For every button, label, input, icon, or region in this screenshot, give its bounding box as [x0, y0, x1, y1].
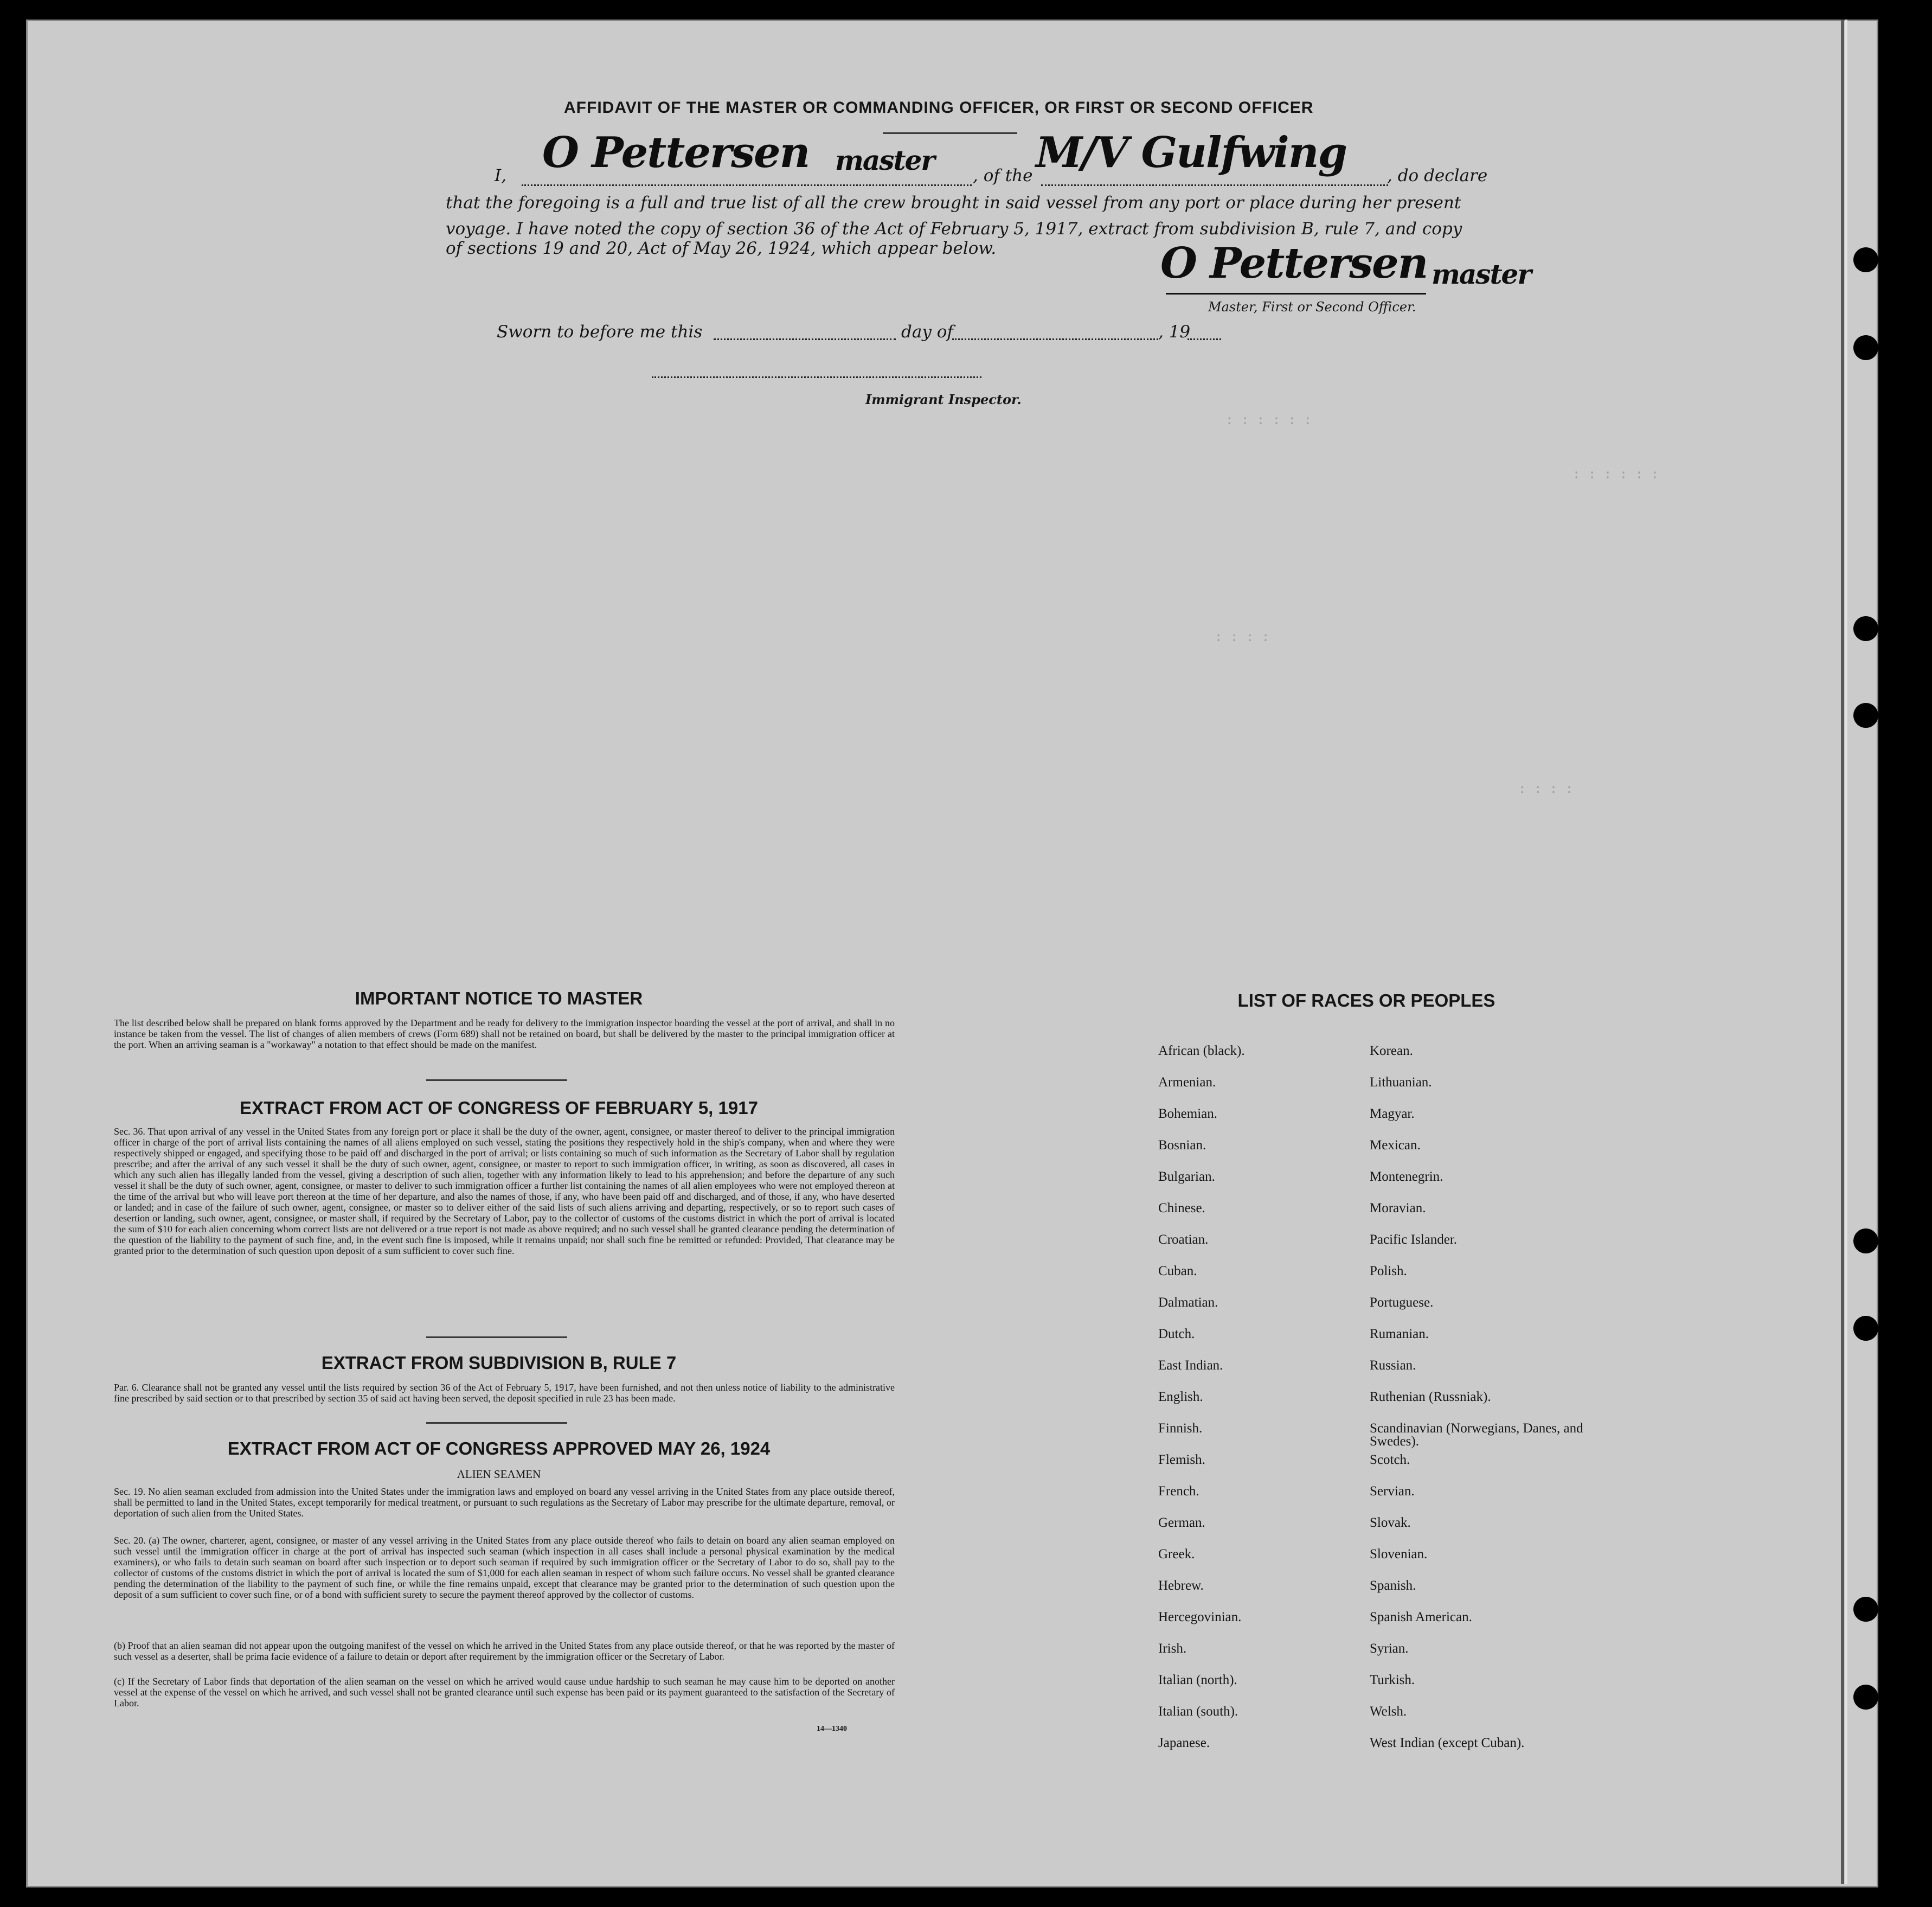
title-rule	[883, 132, 1017, 134]
extract-1917-title: EXTRACT FROM ACT OF CONGRESS OF FEBRUARY 5, 1917	[240, 1098, 758, 1118]
race-list-item: Irish.	[1158, 1641, 1187, 1656]
sworn-label: Sworn to before me this	[497, 322, 703, 342]
race-list-item: Polish.	[1370, 1264, 1407, 1278]
race-list-item: Flemish.	[1158, 1452, 1205, 1467]
do-declare-label: , do declare	[1387, 166, 1488, 185]
affidavit-line-2: voyage. I have noted the copy of section 36 of the Act of February 5, 1917, extract from subdivision B, rule 7, and copy	[446, 219, 1462, 239]
binder-hole	[1853, 616, 1878, 641]
extract-1924-title: EXTRACT FROM ACT OF CONGRESS APPROVED MAY 26, 1924	[227, 1438, 771, 1458]
inspector-caption: Immigrant Inspector.	[865, 392, 1022, 407]
of-the-label: , of the	[973, 166, 1033, 185]
master-name-line	[522, 184, 972, 186]
vessel-name-line	[1041, 184, 1388, 186]
section-divider	[426, 1079, 567, 1081]
race-list-item: Scandinavian (Norwegians, Danes, and Swedes).	[1370, 1421, 1583, 1449]
sworn-year-line	[1188, 338, 1221, 340]
race-list-item: Hebrew.	[1158, 1578, 1204, 1593]
section-divider	[426, 1336, 567, 1338]
page-fold-shadow	[1841, 20, 1844, 1884]
sworn-month-line	[952, 338, 1158, 340]
race-list-item: Spanish.	[1370, 1578, 1416, 1593]
race-list-item: Moravian.	[1370, 1201, 1426, 1215]
race-list-item: West Indian (except Cuban).	[1370, 1736, 1525, 1750]
race-list-item: Bosnian.	[1158, 1138, 1206, 1153]
bleed-through-mark: : : : :	[1518, 781, 1574, 796]
i-label: I,	[495, 166, 507, 185]
signature-underline	[1166, 293, 1426, 295]
handwritten-signature-title: master	[1432, 258, 1531, 290]
race-list-item: Bohemian.	[1158, 1106, 1218, 1121]
race-list-item: Montenegrin.	[1370, 1169, 1443, 1184]
section-divider	[426, 1422, 567, 1424]
affidavit-line-1: that the foregoing is a full and true list of all the crew brought in said vessel from any port or place during her present	[446, 193, 1461, 213]
race-list-item: Portuguese.	[1370, 1295, 1434, 1310]
race-list-item: Welsh.	[1370, 1704, 1407, 1719]
document-page	[26, 20, 1878, 1887]
race-list-item: Ruthenian (Russniak).	[1370, 1390, 1491, 1404]
handwritten-vessel-name: M/V Gulfwing	[1036, 128, 1347, 177]
race-list-item: Dutch.	[1158, 1327, 1195, 1341]
extract-1924-sec20b: (b) Proof that an alien seaman did not appear upon the outgoing manifest of the vessel on which he arrived in the United States from any place outside thereof, or that he was reported by the master of such vessel as a deserter, shall be prima facie evidence of a failure to detain or deport after requirement by the immigration officer or the Secretary of Labor.	[114, 1640, 895, 1662]
binder-hole	[1853, 247, 1878, 272]
race-list-item: English.	[1158, 1390, 1203, 1404]
race-list-item: French.	[1158, 1484, 1199, 1499]
notice-text: The list described below shall be prepared on blank forms approved by the Department and be ready for delivery to the immigration inspector boarding the vessel at the port of arrival, and shall in no instance be taken from the vessel. The list of changes of alien members of crews (Form 689) shall not be retained on board, but shall be delivered by the master to the principal immigration officer at the port. When an arriving seaman is a "workaway" a notation to that effect should be made on the manifest.	[114, 1018, 895, 1050]
race-list-item: Syrian.	[1370, 1641, 1409, 1656]
handwritten-master-name: O Pettersen	[542, 128, 810, 177]
race-list-item: Russian.	[1370, 1358, 1416, 1373]
sworn-day-line	[714, 338, 896, 340]
binder-hole	[1853, 703, 1878, 728]
bleed-through-mark: : : : : : :	[1572, 466, 1659, 482]
race-list-item: Chinese.	[1158, 1201, 1205, 1215]
race-list-item: East Indian.	[1158, 1358, 1223, 1373]
binder-hole	[1853, 335, 1878, 360]
race-list-item: Magyar.	[1370, 1106, 1415, 1121]
race-list-item: Greek.	[1158, 1547, 1195, 1562]
handwritten-master-title: master	[835, 144, 934, 176]
race-list-item: Turkish.	[1370, 1673, 1415, 1687]
extract-1917-text: Sec. 36. That upon arrival of any vessel in the United States from any foreign port or place it shall be the duty of the owner, agent, consignee, or master thereof to deliver to the principal immigration officer in charge of the port of arrival lists containing the names of all aliens employed on such vessel, stating the positions they respectively hold in the ship's company, when and where they were respectively shipped or engaged, and specifying those to be paid off and discharged in the port of arrival; or lists containing so much of such information as the Secretary of Labor shall by regulation prescribe; and after the arrival of any such vessel it shall be the duty of such owner, agent, consignee, or master to report to such immigration officer, in writing, as soon as discovered, all cases in which any such alien has illegally landed from the vessel, giving a description of such alien, together with any information likely to lead to his apprehension; and before the departure of any such vessel it shall be the duty of such owner, agent, consignee, or master to deliver to such immigration officer a further list containing the names of all alien employees who were not employed thereon at the time of the arrival but who will leave port thereon at the time of her departure, and also the names of those, if any, who have been paid off and discharged, and of those, if any, who have deserted or landed; and in case of the failure of such owner, agent, consignee, or master so to deliver either of the said lists of such aliens arriving and departing, respectively, or so to report such cases of desertion or landing, such owner, agent, consignee, or master shall, if required by the Secretary of Labor, pay to the collector of customs of the customs district in which the port of arrival is located the sum of $10 for each alien concerning whom correct lists are not delivered or a true report is not made as above required; and no such vessel shall be granted clearance pending the determination of the question of the liability to the payment of such fine, and, in the event such fine is imposed, while it remains unpaid; nor shall such fine be remitted or refunded: Provided, That clearance may be granted prior to the determination of such question upon deposit of a sum sufficient to cover such fine.	[114, 1126, 895, 1256]
year-label: , 19	[1158, 322, 1191, 342]
bleed-through-mark: : : : : : :	[1225, 412, 1312, 427]
inspector-signature-line	[652, 376, 981, 378]
race-list-item: Servian.	[1370, 1484, 1415, 1499]
binder-hole	[1853, 1316, 1878, 1341]
race-list-item: Japanese.	[1158, 1736, 1210, 1750]
extract-1924-subtitle: ALIEN SEAMEN	[457, 1468, 541, 1481]
race-list-item: Finnish.	[1158, 1421, 1203, 1436]
affidavit-line-3: of sections 19 and 20, Act of May 26, 1924, which appear below.	[446, 239, 997, 258]
extract-1924-sec20a: Sec. 20. (a) The owner, charterer, agent, consignee, or master of any vessel arriving in the United States from any place outside thereof who fails to detain on board any alien seaman employed on such vessel until the immigration officer in charge at the port of arrival has inspected such seaman (which inspection in all cases shall include a personal physical examination by the medical examiners), or who fails to detain such seaman on board after such inspection or to deport such seaman if required by such immigration officer or the Secretary of Labor to do so, shall pay to the collector of customs of the customs district in which the port of arrival is located the sum of $1,000 for each alien seaman in respect of whom such failure occurs. No vessel shall be granted clearance pending the determination of the liability to the payment of such fine, or while the fine remains unpaid, except that clearance may be granted prior to the determination of such question upon the deposit of a sum sufficient to cover such fine, or of a bond with sufficient surety to secure the payment thereof approved by the collector of customs.	[114, 1535, 895, 1600]
race-list-item: Slovenian.	[1370, 1547, 1428, 1562]
race-list-item: Italian (south).	[1158, 1704, 1238, 1719]
bleed-through-mark: : : : :	[1215, 629, 1270, 644]
signature-caption: Master, First or Second Officer.	[1208, 299, 1416, 315]
extract-1924-sec20c: (c) If the Secretary of Labor finds that deportation of the alien seaman on the vessel on which he arrived would cause undue hardship to such seaman he may cause him to be deported on another vessel at the expense of the vessel on which he arrived, and such vessel shall not be granted clearance until such expense has been paid or its payment guaranteed to the satisfaction of the Secretary of Labor.	[114, 1676, 895, 1708]
race-list-item: Mexican.	[1370, 1138, 1421, 1153]
race-list-item: Pacific Islander.	[1370, 1232, 1458, 1247]
race-list-item: Hercegovinian.	[1158, 1610, 1242, 1624]
race-list-item: Slovak.	[1370, 1515, 1411, 1530]
race-list-item: Dalmatian.	[1158, 1295, 1218, 1310]
race-list-item: Croatian.	[1158, 1232, 1209, 1247]
extract-rule7-text: Par. 6. Clearance shall not be granted any vessel until the lists required by section 36 of the Act of February 5, 1917, have been furnished, and not then unless notice of liability to the administrative fine prescribed by said section or to that prescribed by section 35 of said act having been served, the deposit specified in rule 23 has been made.	[114, 1382, 895, 1404]
race-list-item: Spanish American.	[1370, 1610, 1472, 1624]
race-list-item: Italian (north).	[1158, 1673, 1237, 1687]
day-of-label: day of	[901, 322, 953, 342]
binder-hole	[1853, 1685, 1878, 1710]
races-title: LIST OF RACES OR PEOPLES	[1237, 990, 1495, 1010]
race-list-item: Cuban.	[1158, 1264, 1197, 1278]
form-number: 14—1340	[817, 1725, 847, 1733]
race-list-item: Bulgarian.	[1158, 1169, 1215, 1184]
affidavit-title: AFFIDAVIT OF THE MASTER OR COMMANDING OFFICER, OR FIRST OR SECOND OFFICER	[564, 99, 1314, 117]
extract-rule7-title: EXTRACT FROM SUBDIVISION B, RULE 7	[321, 1353, 677, 1373]
race-list-item: African (black).	[1158, 1044, 1245, 1058]
handwritten-signature: O Pettersen	[1160, 239, 1428, 288]
race-list-item: Rumanian.	[1370, 1327, 1429, 1341]
extract-1924-sec19: Sec. 19. No alien seaman excluded from admission into the United States under the immigration laws and employed on board any vessel arriving in the United States from any place outside thereof, shall be permitted to land in the United States, except temporarily for medical treatment, or pursuant to such regulations as the Secretary of Labor may prescribe for the ultimate departure, removal, or deportation of such alien from the United States.	[114, 1486, 895, 1519]
race-list-item: Lithuanian.	[1370, 1075, 1432, 1090]
race-list-item: German.	[1158, 1515, 1205, 1530]
notice-title: IMPORTANT NOTICE TO MASTER	[355, 988, 643, 1008]
race-list-item: Scotch.	[1370, 1452, 1410, 1467]
binder-hole	[1853, 1597, 1878, 1622]
race-list-item: Armenian.	[1158, 1075, 1216, 1090]
race-list-item: Korean.	[1370, 1044, 1413, 1058]
binder-hole	[1853, 1228, 1878, 1253]
page-fold-highlight	[1845, 20, 1847, 1884]
